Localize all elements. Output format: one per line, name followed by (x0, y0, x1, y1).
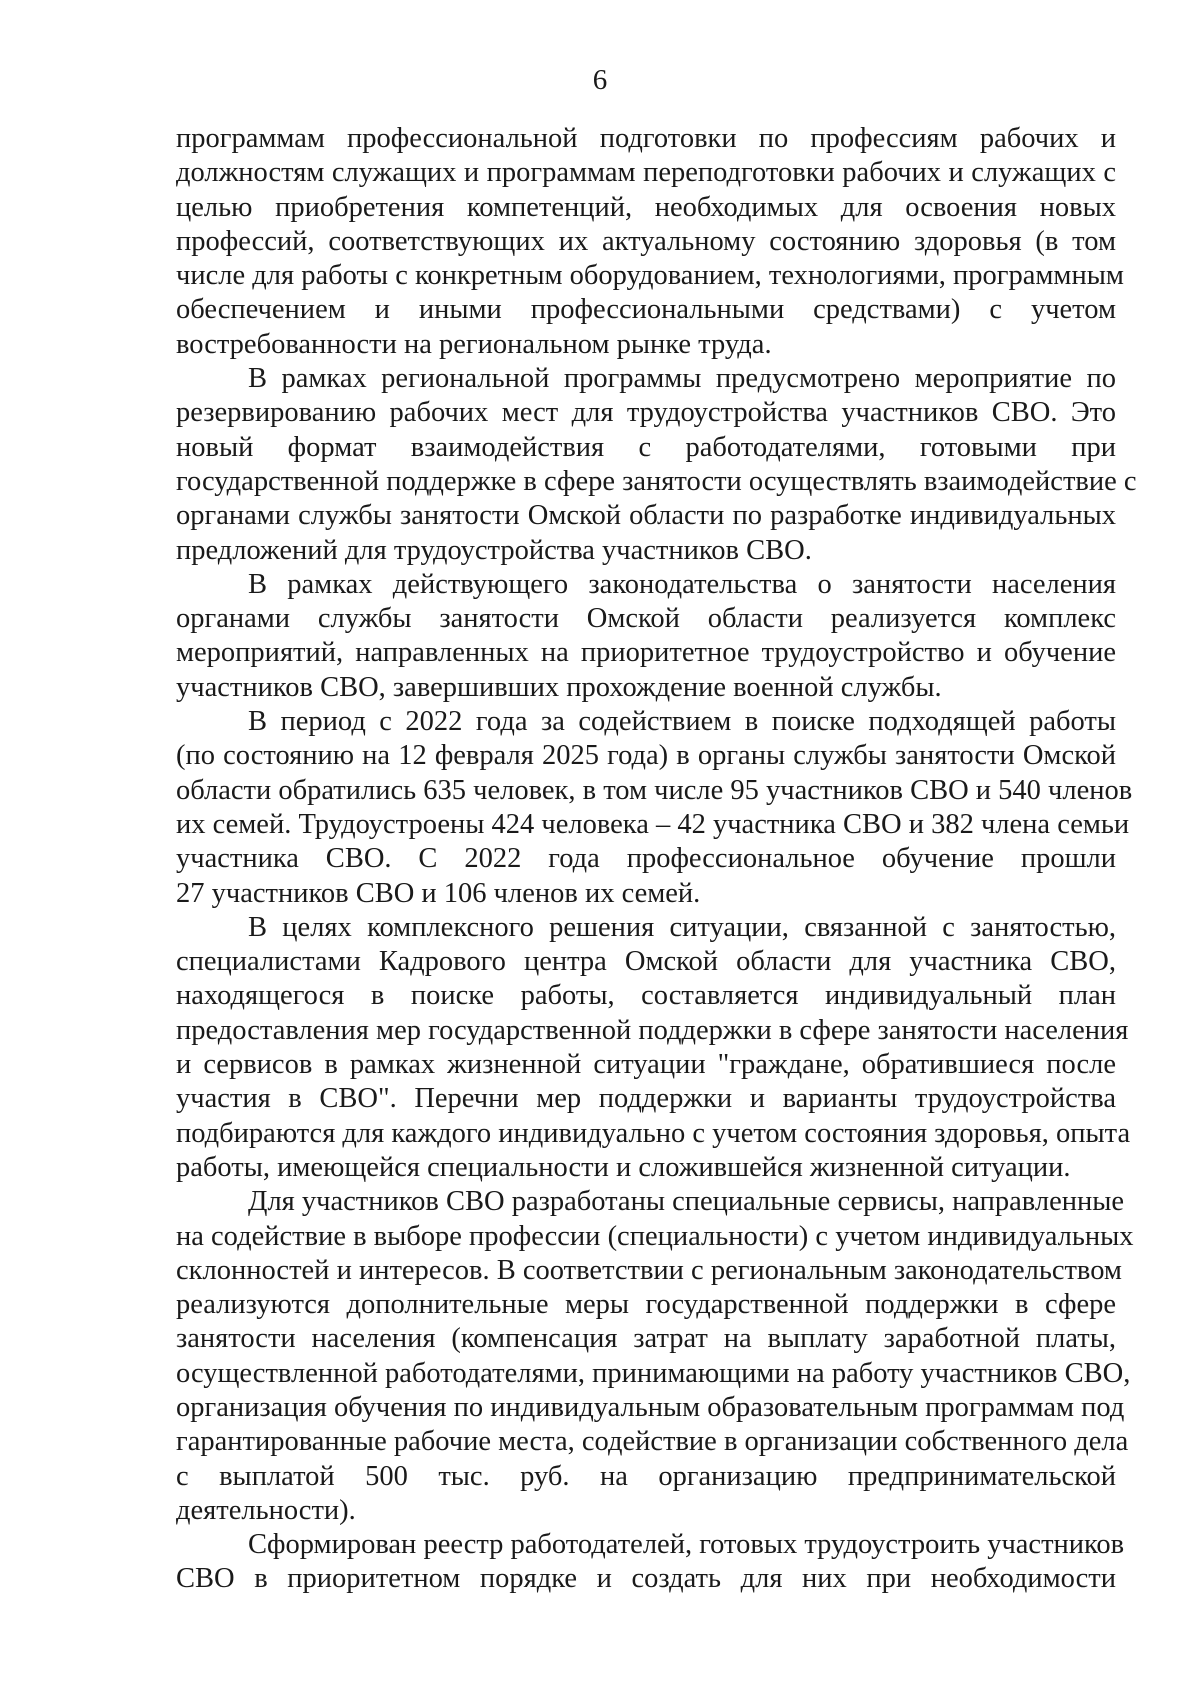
paragraph (176, 1528, 1125, 1597)
text-line: гарантированные рабочие места, содействие в организации собственного дела (176, 1426, 1129, 1458)
body-text (176, 122, 1137, 1597)
text-line: работы, имеющейся специальности и сложившейся жизненной ситуации. (176, 1151, 1071, 1183)
text-line: числе для работы с конкретным оборудованием, технологиями, программным (176, 260, 1124, 292)
text-line: с выплатой 500 тыс. руб. на организацию предпринимательской (176, 1460, 1116, 1492)
text-line: подбираются для каждого индивидуально с учетом состояния здоровья, опыта (176, 1117, 1131, 1149)
text-line: области обратились 635 человек, в том числе 95 участников СВО и 540 членов (176, 774, 1133, 806)
text-line: Для участников СВО разработаны специальные сервисы, направленные (248, 1186, 1125, 1218)
text-line: склонностей и интересов. В соответствии с региональным законодательством (176, 1254, 1122, 1286)
text-line: организация обучения по индивидуальным образовательным программам под (176, 1391, 1125, 1423)
text-line: программам профессиональной подготовки по профессиям рабочих и (176, 123, 1116, 154)
text-line: В период с 2022 года за содействием в поиске подходящей работы (248, 706, 1116, 738)
text-line: участников СВО, завершивших прохождение военной службы. (176, 671, 942, 703)
text-line: профессий, соответствующих их актуальному состоянию здоровья (в том (176, 225, 1116, 257)
text-line: предоставления мер государственной поддержки в сфере занятости населения (176, 1014, 1129, 1046)
text-line: государственной поддержке в сфере занятости осуществлять взаимодействие с (176, 465, 1137, 497)
text-line: В рамках действующего законодательства о занятости населения (248, 568, 1116, 600)
text-line: реализуются дополнительные меры государственной поддержки в сфере (176, 1289, 1116, 1321)
text-line: занятости населения (компенсация затрат на выплату заработной платы, (176, 1323, 1116, 1355)
text-line: востребованности на региональном рынке труда. (176, 328, 772, 360)
text-line: участника СВО. С 2022 года профессиональное обучение прошли (176, 843, 1116, 875)
text-line: специалистами Кадрового центра Омской области для участника СВО, (176, 946, 1116, 978)
text-line: органами службы занятости Омской области по разработке индивидуальных (176, 500, 1116, 532)
text-line: (по состоянию на 12 февраля 2025 года) в органы службы занятости Омской (176, 740, 1116, 772)
text-line: Сформирован реестр работодателей, готовых трудоустроить участников (248, 1529, 1125, 1561)
page-number: 6 (592, 64, 608, 96)
text-line: участия в СВО". Перечни мер поддержки и варианты трудоустройства (176, 1083, 1116, 1115)
text-line: их семей. Трудоустроены 424 человека – 42 участника СВО и 382 члена семьи (176, 808, 1130, 840)
text-line: целью приобретения компетенций, необходимых для освоения новых (176, 191, 1116, 223)
paragraph (176, 911, 1131, 1185)
paragraph (176, 1185, 1134, 1528)
text-line: предложений для трудоустройства участников СВО. (176, 534, 812, 566)
text-line: новый формат взаимодействия с работодателями, готовыми при (176, 431, 1116, 463)
text-line: деятельности). (176, 1494, 356, 1526)
text-line: резервированию рабочих мест для трудоустройства участников СВО. Это (176, 397, 1116, 429)
text-line: должностям служащих и программам переподготовки рабочих и служащих с (176, 157, 1116, 189)
text-line: мероприятий, направленных на приоритетное трудоустройство и обучение (176, 637, 1116, 669)
text-line: В целях комплексного решения ситуации, связанной с занятостью, (248, 911, 1116, 943)
text-line: В рамках региональной программы предусмотрено мероприятие по (248, 363, 1116, 395)
paragraph (176, 122, 1124, 362)
paragraph (176, 705, 1133, 911)
text-line: находящегося в поиске работы, составляется индивидуальный план (176, 980, 1116, 1012)
text-line: осуществленной работодателями, принимающими на работу участников СВО, (176, 1357, 1131, 1389)
text-line: обеспечением и иными профессиональными средствами) с учетом (176, 294, 1116, 326)
text-line: и сервисов в рамках жизненной ситуации "граждане, обратившиеся после (176, 1049, 1116, 1081)
text-line: органами службы занятости Омской области реализуется комплекс (176, 603, 1116, 635)
paragraph (176, 362, 1137, 568)
paragraph (176, 568, 1116, 705)
text-line: 27 участников СВО и 106 членов их семей. (176, 877, 701, 909)
text-line: на содействие в выборе профессии (специальности) с учетом индивидуальных (176, 1220, 1134, 1252)
text-line: СВО в приоритетном порядке и создать для них при необходимости (176, 1563, 1116, 1595)
